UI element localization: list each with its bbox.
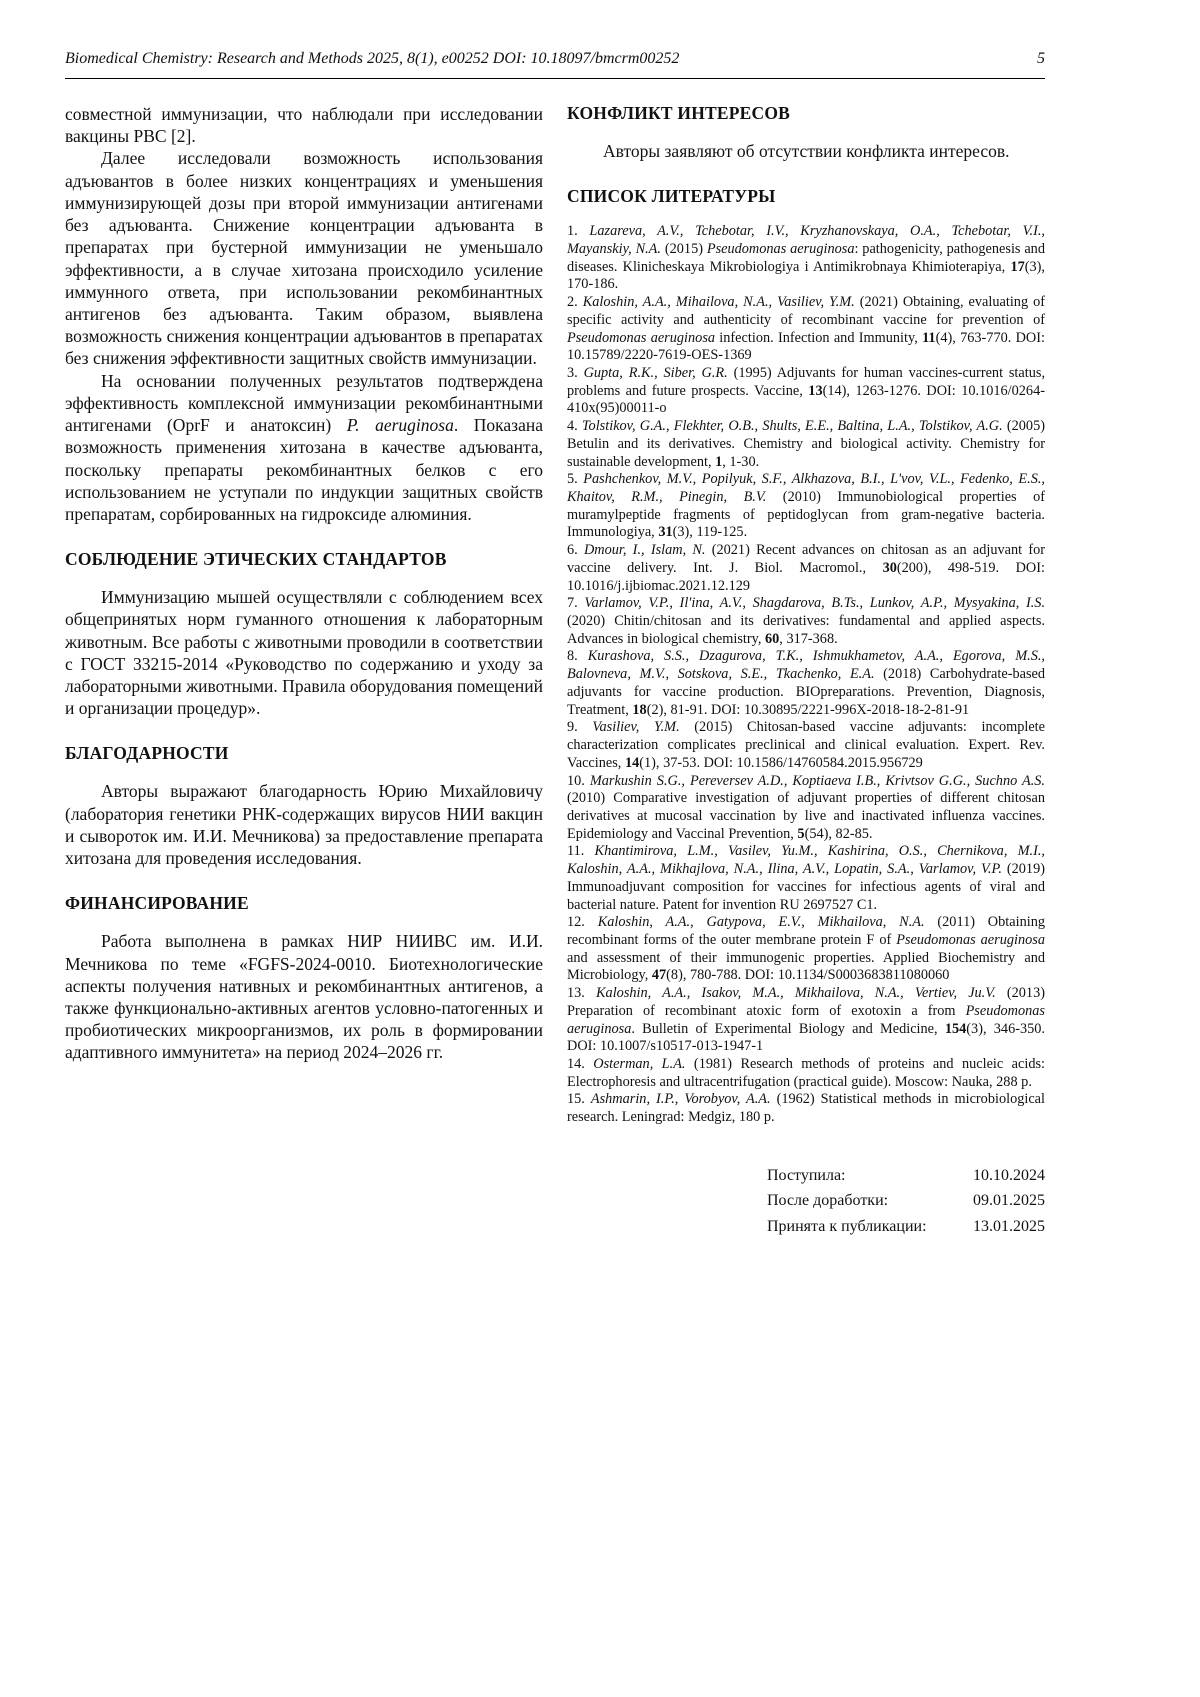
text-run: 6.: [567, 542, 584, 559]
reference-item: [567, 773, 1045, 844]
reference-item: [567, 542, 1045, 595]
text-run: 9.: [567, 719, 593, 736]
text-run: 14: [624, 754, 640, 771]
text-run: совместной иммунизации, что наблюдали при исследовании вакцины РВС [2].: [65, 104, 543, 147]
text-run: (1995) Adjuvants for human vaccines-current status, problems and future prospects. Vaccine,: [567, 364, 1046, 399]
text-run: 17: [1010, 258, 1025, 275]
text-run: 18: [632, 701, 647, 718]
text-run: Авторы заявляют об отсутствии конфликта интересов.: [603, 141, 1010, 161]
date-value: 13.01.2025: [973, 1218, 1045, 1236]
date-label: Принята к публикации:: [767, 1218, 927, 1236]
section-heading: БЛАГОДАРНОСТИ: [65, 743, 229, 764]
text-run: (1962) Statistical methods in microbiological research. Leningrad: Medgiz, 180 p.: [567, 1091, 1045, 1126]
paragraph: [65, 930, 543, 1063]
reference-item: [567, 365, 1045, 418]
text-run: 10.: [567, 772, 590, 789]
section-heading: ФИНАНСИРОВАНИЕ: [65, 893, 249, 914]
text-run: and assessment of their immunogenic properties. Applied Biochemistry and Microbiology,: [567, 949, 1045, 984]
text-run: (2019) Immunoadjuvant composition for vaccines for infectious agents of viral and bacterial nature. Patent for invention RU 2697527 C1.: [567, 861, 1045, 913]
text-run: Далее исследовали возможность использования адъювантов в более низких концентрациях и уменьшения иммунизирующей дозы при второй иммунизации антигенами без адъюванта. Снижение концентрации адъюванта в препаратах при бустерной иммунизации не уменьшало эффективности, а в случае хитозана происходило усиление иммунного ответа, при использовании рекомбинантных антигенов без адъюванта. Таким образом, выявлена возможность снижения концентрации адъювантов в препаратах без снижения эффективности защитных свойств иммунизации.: [65, 148, 543, 369]
page-header: [65, 50, 1045, 79]
text-run: (2005) Betulin and its derivatives. Chemistry and biological activity. Chemistry for sustainable development,: [567, 418, 1045, 470]
reference-item: [567, 914, 1045, 985]
reference-item: [567, 294, 1045, 365]
text-run: Dmour, I., Islam, N.: [583, 542, 706, 559]
text-run: Pseudomonas aeruginosa: [567, 329, 716, 346]
text-run: 60: [765, 630, 780, 647]
text-run: Pashchenkov, M.V., Popilyuk, S.F., Alkhazova, B.I., L'vov, V.L., Fedenko, E.S., Khaitov, R.M., Pinegin, B.V.: [567, 471, 1045, 505]
text-run: : pathogenicity, pathogenesis and diseases. Klinicheskaya Mikrobiologiya i Antimikrobnaya Khimioterapiya,: [567, 240, 1045, 275]
reference-item: [567, 471, 1045, 542]
text-run: Pseudomonas aeruginosa: [896, 931, 1045, 948]
text-run: (2020) Chitin/chitosan and its derivatives: fundamental and applied aspects. Advances in biological chemistry,: [567, 613, 1045, 647]
date-row: [767, 1188, 1045, 1214]
text-run: P. aeruginosa: [346, 415, 454, 436]
text-run: (3), 346-350. DOI: 10.1007/s10517-013-1947-1: [567, 1020, 1046, 1055]
text-run: (8), 780-788. DOI: 10.1134/S0003683811080060: [666, 967, 950, 984]
reference-item: [567, 719, 1045, 772]
section-heading: КОНФЛИКТ ИНТЕРЕСОВ: [567, 103, 791, 123]
text-run: (1), 37-53. DOI: 10.1586/14760584.2015.956729: [639, 754, 923, 771]
text-run: Tolstikov, G.A., Flekhter, O.B., Shults, E.E., Baltina, L.A., Tolstikov, A.G.: [581, 418, 1003, 435]
text-run: (1981) Research methods of proteins and nucleic acids: Electrophoresis and ultracentrifugation (practical guide). Moscow: Nauka, 288 p.: [567, 1056, 1046, 1090]
text-run: 13: [808, 382, 823, 399]
text-run: 154: [944, 1020, 967, 1037]
text-run: Kurashova, S.S., Dzagurova, T.K., Ishmukhametov, A.A., Egorova, M.S., Balovneva, M.V., Sotskova, S.E., Tkachenko, E.A.: [567, 648, 1045, 683]
date-label: После доработки:: [767, 1192, 889, 1210]
text-run: Gupta, R.K., Siber, G.R.: [583, 364, 728, 381]
date-value: 09.01.2025: [973, 1192, 1045, 1210]
text-run: Lazareva, A.V., Tchebotar, I.V., Kryzhanovskaya, O.A., Tchebotar, V.I., Mayanskiy, N.A.: [567, 223, 1045, 257]
reference-item: [567, 1056, 1045, 1091]
date-row: [767, 1163, 1045, 1189]
text-run: 11.: [567, 843, 595, 860]
page-number: 5: [1037, 50, 1045, 67]
text-run: (14), 1263-1276. DOI: 10.1016/0264-410x(95)00011-o: [567, 382, 1045, 417]
text-run: (2013) Preparation of recombinant atoxic form of exotoxin a from: [567, 985, 1045, 1019]
text-run: Khantimirova, L.M., Vasilev, Yu.M., Kashirina, O.S., Chernikova, M.I., Kaloshin, A.A., Mikhajlova, N.A., Ilina, A.V., Lopatin, S.A., Varlamov, V.P.: [567, 843, 1045, 878]
text-run: Работа выполнена в рамках НИР НИИВС им. И.И. Мечникова по теме «FGFS-2024-0010. Биотехнологические аспекты получения нативных и рекомбинантных антигенов, а также функционально-активных агентов условно-патогенных и пробиотических микроорганизмов, их роль в формировании адаптивного иммунитета» на период 2024–2026 гг.: [65, 931, 543, 1063]
text-run: 5: [797, 825, 805, 842]
submission-dates-block: [767, 1163, 1045, 1240]
text-run: 5.: [567, 471, 584, 488]
text-run: (2011) Obtaining recombinant forms of the outer membrane protein F of: [567, 914, 1045, 948]
text-run: Markushin S.G., Pereversev A.D., Koptiaeva I.B., Krivtsov G.G., Suchno A.S.: [589, 772, 1045, 789]
paragraph: [65, 780, 543, 869]
date-label: Поступила:: [767, 1166, 846, 1184]
paragraph: [65, 370, 543, 526]
text-run: Авторы выражают благодарность Юрию Михайловичу (лаборатория генетики РНК-содержащих вирусов НИИ вакцин и сывороток им. И.И. Мечникова) за предоставление препарата хитозана для проведения исследования.: [65, 781, 543, 869]
text-run: (2015): [661, 240, 707, 257]
text-run: Иммунизацию мышей осуществляли с соблюдением всех общепринятых норм гуманного отношения к лабораторным животным. Все работы с животными проводили в соответствии с ГОСТ 33215-2014 «Руководство по содержанию и уходу за лабораторными животными. Правила оборудования помещений и организации процедур».: [65, 587, 543, 719]
text-run: (2018) Carbohydrate-based adjuvants for vaccine production. BIOpreparations. Prevention, Diagnosis, Treatment,: [567, 666, 1046, 718]
two-column-body: [65, 103, 1045, 1240]
text-run: На основании полученных результатов подтверждена эффективность комплексной иммунизации рекомбинантными антигенами (OprF и анатоксин): [65, 370, 543, 436]
reference-item: [567, 843, 1045, 914]
text-run: , 1-30.: [722, 453, 760, 470]
text-run: 15.: [567, 1091, 591, 1108]
text-run: 47: [651, 967, 667, 984]
text-run: 30: [882, 559, 897, 576]
text-run: Ashmarin, I.P., Vorobyov, A.A.: [590, 1091, 771, 1108]
reference-item: [567, 1091, 1045, 1126]
paragraph: [65, 586, 543, 719]
paragraph: [65, 103, 543, 147]
text-run: (2010) Comparative investigation of adjuvant properties of different chitosan derivatives at mucosal vaccination by live and inactivated influenza vaccines. Epidemiology and Vaccinal Prevention,: [567, 790, 1045, 842]
text-run: (54), 82-85.: [804, 825, 873, 842]
text-run: Kaloshin, A.A., Gatypova, E.V., Mikhailova, N.A.: [597, 914, 925, 931]
text-run: 31: [658, 524, 673, 541]
section-heading: СОБЛЮДЕНИЕ ЭТИЧЕСКИХ СТАНДАРТОВ: [65, 549, 447, 570]
left-column: [65, 103, 543, 1240]
journal-citation-line: Biomedical Chemistry: Research and Methods 2025, 8(1), e00252 DOI: 10.18097/bmcrm00252: [65, 50, 680, 67]
text-run: 14.: [567, 1056, 594, 1072]
text-run: 3.: [567, 364, 584, 381]
text-run: (3), 119-125.: [672, 524, 748, 541]
text-run: . Показана возможность применения хитозана в качестве адъюванта, поскольку препараты рекомбинантных белков с его использованием не уступали по индукции защитных свойств препаратам, сорбированных на гидроксиде алюминия.: [65, 415, 543, 524]
text-run: (2015) Chitosan-based vaccine adjuvants: incomplete characterization complicates preclinical and clinical evaluation. Expert. Rev. Vaccines,: [567, 719, 1045, 771]
text-run: (2010) Immunobiological properties of muramylpeptide fragments of peptidoglycan from gram-negative bacteria. Immunologiya,: [567, 489, 1045, 541]
reference-item: [567, 595, 1045, 648]
reference-item: [567, 223, 1045, 294]
text-run: . Bulletin of Experimental Biology and Medicine,: [631, 1020, 945, 1037]
paragraph: [65, 147, 543, 369]
date-value: 10.10.2024: [973, 1166, 1045, 1184]
text-run: (3), 170-186.: [567, 258, 1045, 293]
reference-item: [567, 648, 1045, 719]
text-run: 8.: [567, 648, 588, 665]
text-run: (2021) Recent advances on chitosan as an adjuvant for vaccine delivery. Int. J. Biol. Macromol.,: [567, 542, 1045, 576]
text-run: (4), 763-770. DOI: 10.15789/2220-7619-OES-1369: [567, 329, 1045, 364]
text-run: (2), 81-91. DOI: 10.30895/2221-996X-2018-18-2-81-91: [646, 701, 970, 718]
text-run: Varlamov, V.P., Il'ina, A.V., Shagdarova, B.Ts., Lunkov, A.P., Mysyakina, I.S.: [584, 595, 1046, 612]
text-run: Osterman, L.A.: [593, 1056, 686, 1072]
text-run: Pseudomonas aeruginosa: [706, 240, 855, 257]
text-run: Pseudomonas aeruginosa: [567, 1002, 1045, 1037]
right-column: [567, 103, 1045, 1240]
text-run: Kaloshin, A.A., Isakov, M.A., Mikhailova, N.A., Vertiev, Ju.V.: [596, 985, 996, 1002]
text-run: Kaloshin, A.A., Mihailova, N.A., Vasiliev, Y.M.: [582, 294, 855, 311]
text-run: (2021) Obtaining, evaluating of specific activity and authenticity of recombinant vaccine for prevention of: [567, 294, 1045, 328]
text-run: 2.: [567, 294, 583, 311]
text-run: Vasiliev, Y.M.: [592, 719, 680, 736]
paragraph: [567, 140, 1045, 162]
text-run: 11: [922, 329, 936, 346]
text-run: 7.: [567, 595, 585, 612]
text-run: 1.: [567, 223, 590, 240]
text-run: 13.: [567, 985, 597, 1002]
text-run: infection. Infection and Immunity,: [715, 329, 923, 346]
reference-item: [567, 985, 1045, 1056]
text-run: , 317-368.: [779, 630, 838, 647]
text-run: 1: [715, 453, 723, 470]
text-run: 4.: [567, 418, 582, 435]
reference-list: [567, 223, 1045, 1127]
section-heading: СПИСОК ЛИТЕРАТУРЫ: [567, 186, 776, 207]
reference-item: [567, 418, 1045, 471]
text-run: 12.: [567, 914, 598, 931]
text-run: (200), 498-519. DOI: 10.1016/j.ijbiomac.2021.12.129: [567, 559, 1045, 594]
date-row: [767, 1214, 1045, 1240]
